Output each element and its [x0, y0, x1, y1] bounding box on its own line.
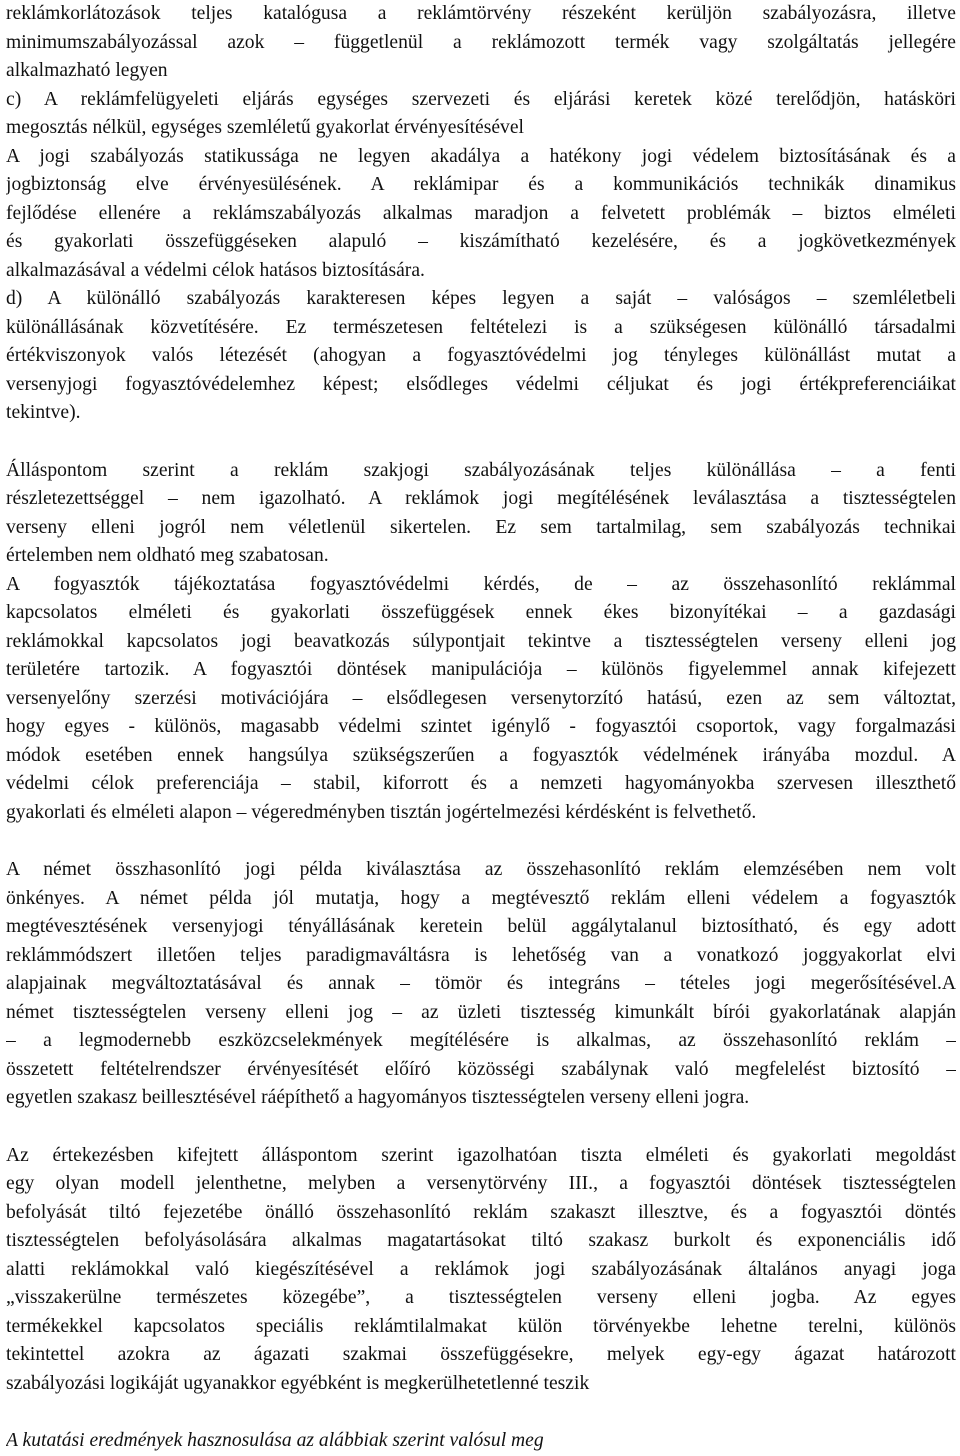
text-line: versenyelőny szerzési motivációjára – elsődlegesen versenytorzító hatású, ezen az sem változtat,	[6, 687, 956, 709]
document-page	[6, 0, 956, 1456]
text-line: minimumszabályozással azok – függetlenül a reklámozott termék vagy szolgáltatás jellegére	[6, 31, 956, 53]
text-line: versenyjogi fogyasztóvédelemhez képest; elsődleges védelmi céljukat és jogi értékpreferenciáikat	[6, 373, 956, 395]
text-line: alapjainak megváltoztatásával és annak – tömör és integráns – tételes jogi megerősítésével.A	[6, 973, 956, 994]
text-line: termékekkel kapcsolatos speciális reklámtilalmakat külön törvényekbe lehetne terelni, különös	[6, 1315, 956, 1337]
text-line: befolyását tiltó fejezetébe önálló összehasonlító reklám szakaszt illesztve, és a fogyasztói döntés	[6, 1201, 956, 1223]
text-line: gyakorlati és elméleti alapon – végeredményben tisztán jogértelmezési kérdésként is felvethető.	[6, 801, 757, 823]
text-line: értelemben nem oldható meg szabatosan.	[6, 545, 329, 566]
text-line: egy olyan modell jelenthetne, melyben a versenytörvény III., a fogyasztói döntések tisztességtelen	[6, 1173, 956, 1194]
text-line: területére tartozik. A fogyasztói döntések manipulációja – különös figyelemmel annak kifejezett	[6, 659, 956, 680]
text-line: tekintve).	[6, 402, 81, 423]
text-line: szabályozási logikáját ugyanakkor egyébként is megkerülhetetlenné teszik	[6, 1372, 590, 1394]
paragraph-spacer	[6, 827, 956, 856]
text-line: A fogyasztók tájékoztatása fogyasztóvédelmi kérdés, de – az összehasonlító reklámmal	[6, 573, 956, 595]
text-line: védelmi célok preferenciája – stabil, kiforrott és a nemzeti hagyományokba szervesen illeszthető	[6, 773, 956, 794]
paragraph-spacer	[6, 1398, 956, 1427]
paragraph	[6, 86, 956, 143]
text-line: alkalmazásával a védelmi célok hatásos biztosítására.	[6, 259, 425, 281]
paragraph	[6, 143, 956, 286]
text-line: A jogi szabályozás statikussága ne legyen akadálya a hatékony jogi védelem biztosításának és a	[6, 145, 956, 167]
text-line: d) A különálló szabályozás karakteresen képes legyen a saját – valóságos – szemléletbeli	[6, 288, 956, 309]
text-line: német tisztességtelen verseny elleni jog – az üzleti tisztesség kimunkált bírói gyakorlatának alapján	[6, 1001, 956, 1023]
text-line: Az értekezésben kifejtett álláspontom szerint igazolhatóan tiszta elméleti és gyakorlati megoldást	[6, 1144, 956, 1166]
text-line: kapcsolatos elméleti és gyakorlati összefüggések ennek ékes bizonyítékai – a gazdasági	[6, 602, 956, 623]
text-line: és gyakorlati összefüggéseken alapuló – kiszámítható kezelésére, és a jogkövetkezmények	[6, 231, 956, 252]
text-line: tekintettel azokra az ágazati szakmai összefüggésekre, melyek egy-egy ágazat határozott	[6, 1344, 956, 1365]
paragraph	[6, 1142, 956, 1399]
text-line: jogbiztonság elve érvényesülésének. A reklámipar és a kommunikációs technikák dinamikus	[6, 174, 956, 195]
text-line: reklámokkal kapcsolatos jogi beavatkozás súlypontjait tekintve a tisztességtelen verseny elleni jog	[6, 630, 956, 652]
text-line: módok esetében ennek hangsúlya szükségszerűen a fogyasztók védelmének irányába mozdul. A	[6, 744, 956, 766]
document-body	[6, 0, 956, 1456]
text-line: alkalmazható legyen	[6, 60, 168, 81]
text-line: önkényes. A német példa jól mutatja, hogy a megtévesztő reklám elleni védelem a fogyasztók	[6, 887, 956, 909]
text-line: értékviszonyok valós létezését (ahogyan a fogyasztóvédelmi jog tényleges különállást mutat a	[6, 345, 956, 366]
text-line: tisztességtelen befolyásolására alkalmas magatartásokat tiltó szakasz burkolt és exponenciális idő	[6, 1230, 956, 1251]
text-line: részletezettséggel – nem igazolható. A reklámok jogi megítélésének leválasztása a tisztességtelen	[6, 488, 956, 509]
text-line: c) A reklámfelügyeleti eljárás egységes szervezeti és eljárási keretek közé terelődjön, hatásköri	[6, 88, 956, 110]
paragraph	[6, 856, 956, 1113]
text-line: alatti reklámokkal való kiegészítésével a reklámok jogi szabályozásának általános anyagi joga	[6, 1258, 956, 1280]
text-line: egyetlen szakasz beillesztésével ráépíthető a hagyományos tisztességtelen verseny elleni jogra.	[6, 1087, 750, 1108]
paragraph	[6, 0, 956, 86]
paragraph	[6, 571, 956, 828]
text-line: Álláspontom szerint a reklám szakjogi szabályozásának teljes különállása – a fenti	[6, 459, 956, 481]
text-line: verseny elleni jogról nem véletlenül sikertelen. Ez sem tartalmilag, sem szabályozás technikai	[6, 516, 956, 538]
text-line: A kutatási eredmények hasznosulása az alábbiak szerint valósul meg	[6, 1430, 544, 1451]
text-line: A német összhasonlító jogi példa kiválasztása az összehasonlító reklám elemzésében nem volt	[6, 859, 956, 880]
text-line: összetett feltételrendszer érvényesítését előíró közösségi szabálynak való megfelelést biztosító –	[6, 1058, 956, 1080]
paragraph	[6, 457, 956, 571]
text-line: megosztás nélkül, egységes szemléletű gyakorlat érvényesítésével	[6, 117, 524, 138]
text-line: – a legmodernebb eszközcselekmények megítélésére is alkalmas, az összehasonlító reklám –	[6, 1030, 956, 1051]
text-line: reklámkorlátozások teljes katalógusa a reklámtörvény részeként kerüljön szabályozásra, illetve	[6, 3, 956, 24]
text-line: „visszakerülne természetes közegébe”, a tisztességtelen verseny elleni jogba. Az egyes	[6, 1287, 956, 1308]
text-line: különállásának közvetítésére. Ez természetesen feltételezi is a szükségesen különálló társadalmi	[6, 316, 956, 338]
text-line: reklámmódszert illetően teljes paradigmaváltásra is lehetőség van a vonatkozó joggyakorlat elvi	[6, 944, 956, 966]
paragraph-spacer	[6, 428, 956, 457]
text-line: hogy egyes - különös, magasabb védelmi szintet igénylő - fogyasztói csoportok, vagy forgalmazási	[6, 716, 956, 737]
paragraph	[6, 285, 956, 428]
section-heading	[6, 1427, 956, 1456]
text-line: fejlődése ellenére a reklámszabályozás alkalmas maradjon a felvetett problémák – biztos elméleti	[6, 202, 956, 224]
paragraph-spacer	[6, 1113, 956, 1142]
text-line: megtévesztésének versenyjogi tényállásának keretein belül aggálytalanul biztosítható, és egy adott	[6, 916, 956, 937]
